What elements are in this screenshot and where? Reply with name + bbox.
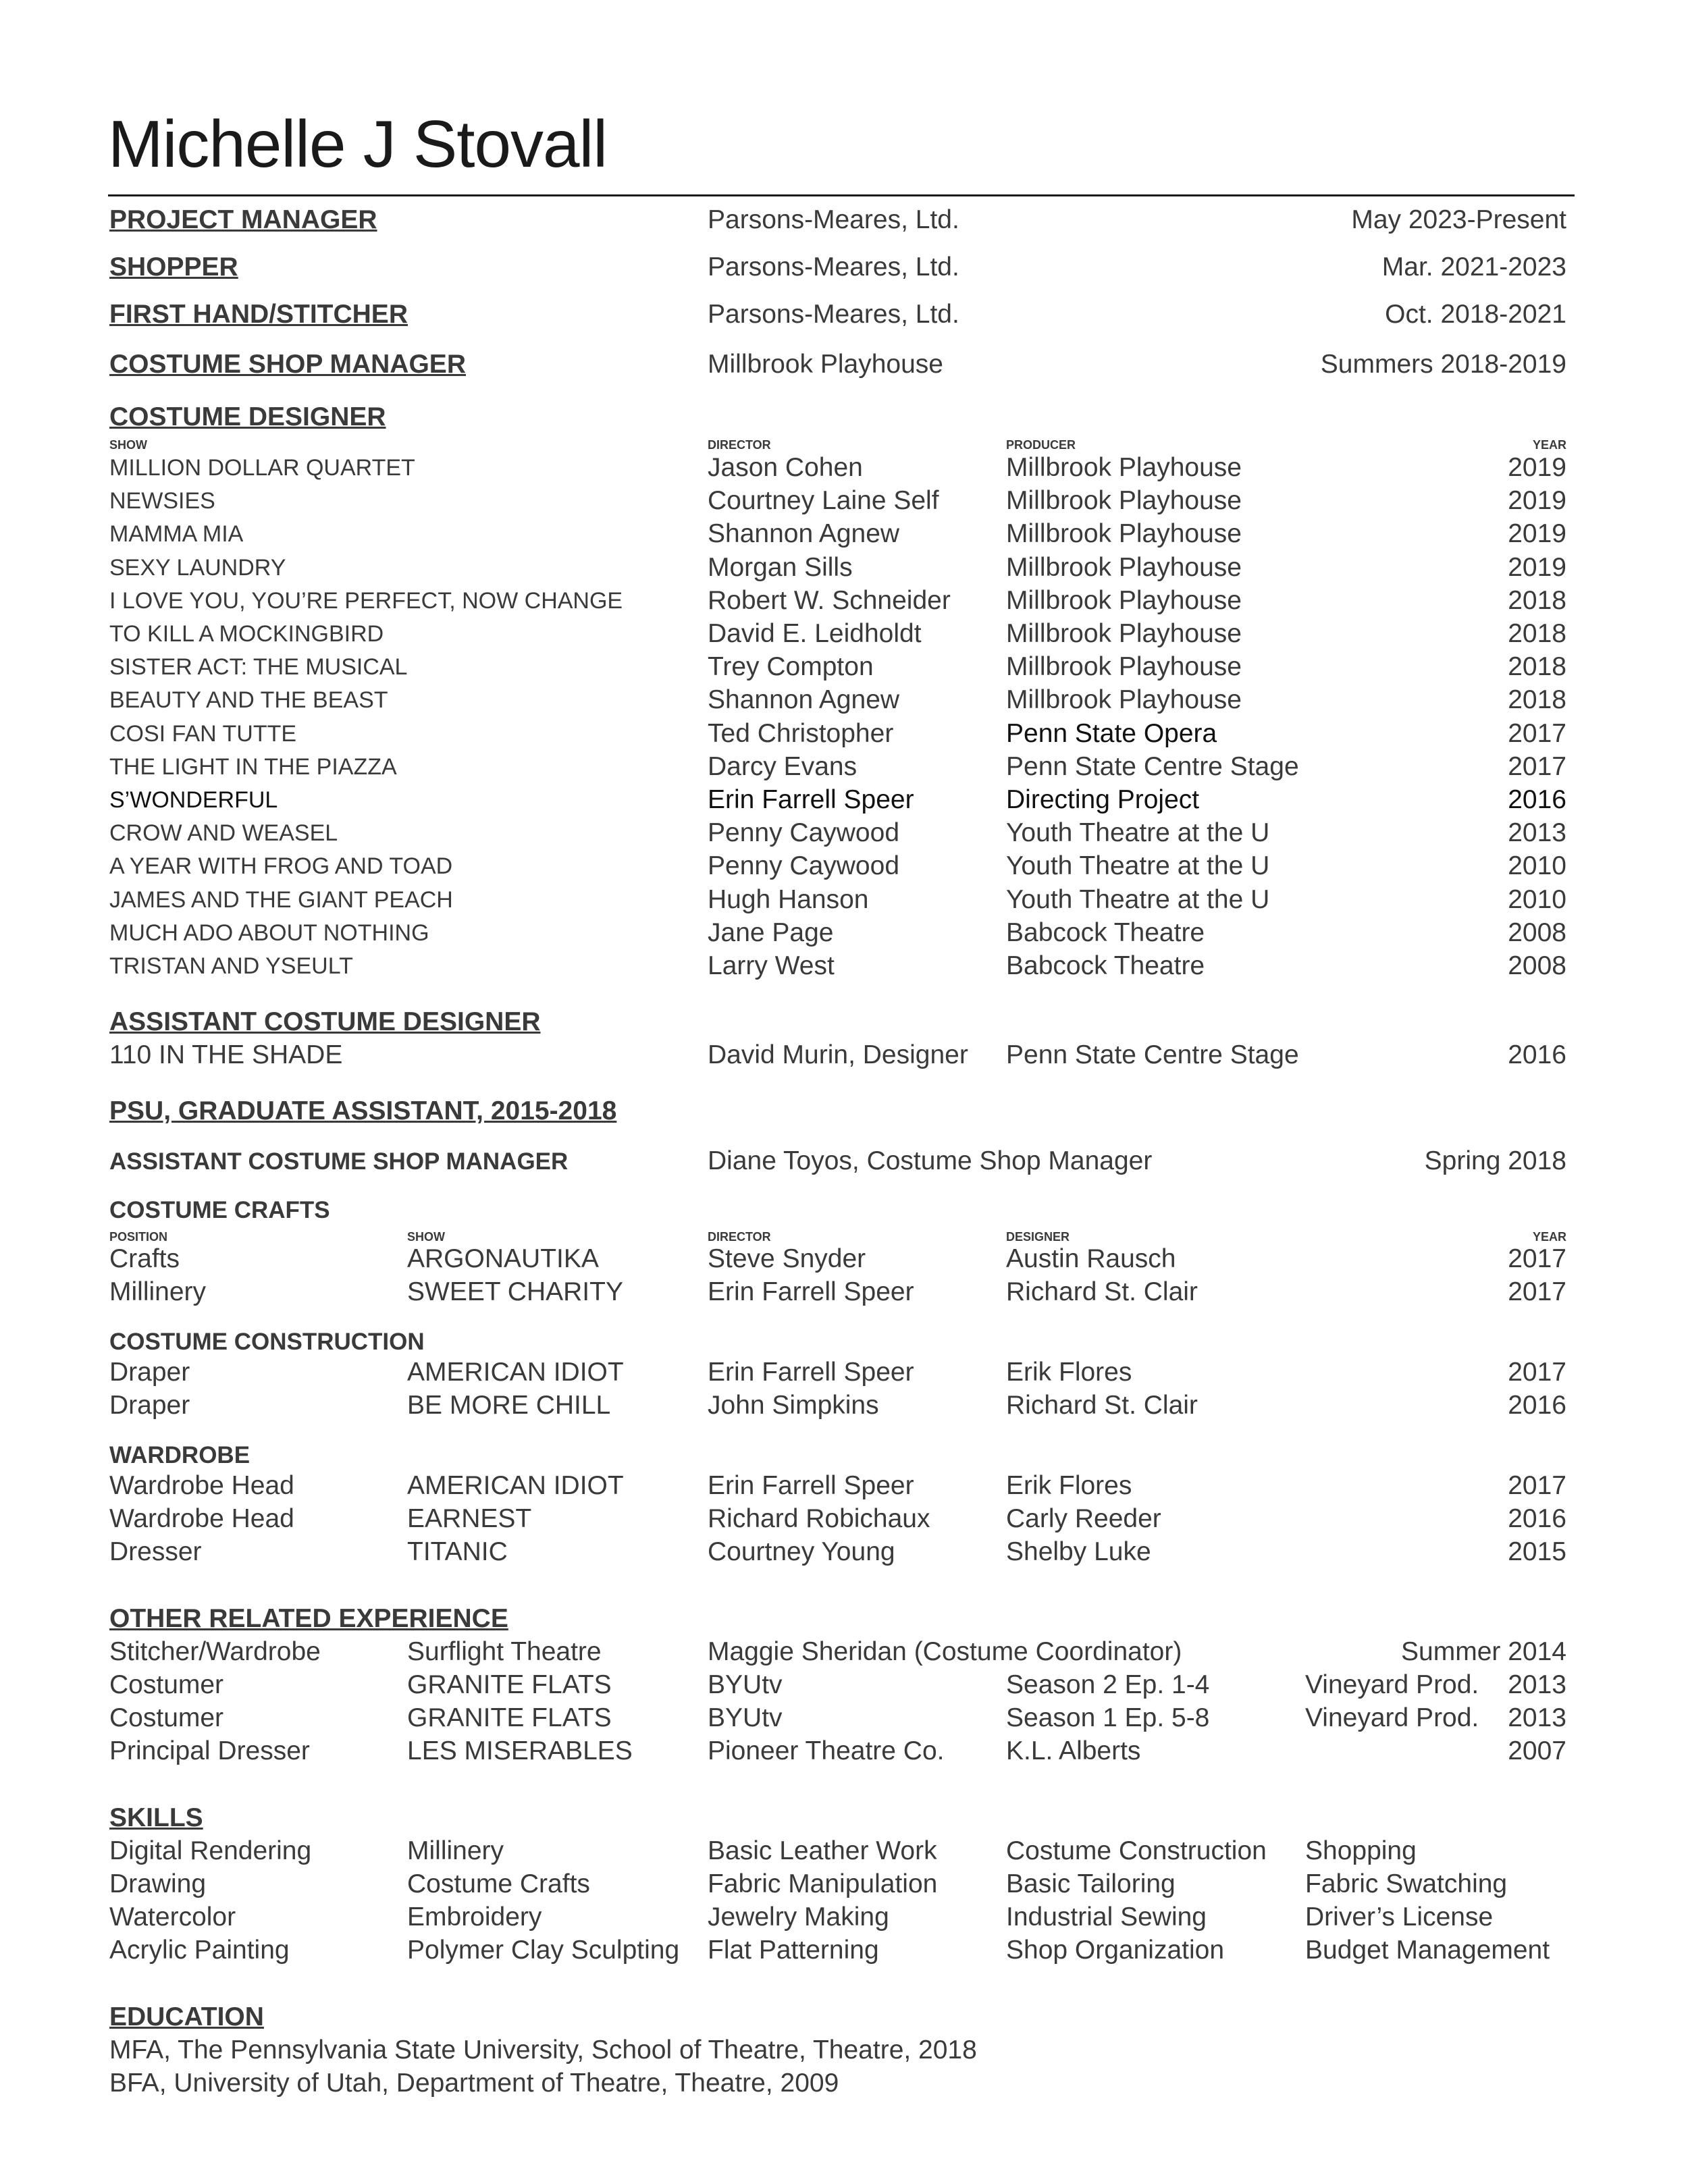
job-employer: Parsons-Meares, Ltd. — [708, 205, 959, 234]
skill-item: Polymer Clay Sculpting — [407, 1936, 680, 1965]
assistant-designer: David Murin, Designer — [708, 1040, 968, 1069]
other-org: Pioneer Theatre Co. — [708, 1736, 945, 1765]
other-detail: Season 2 Ep. 1-4 — [1006, 1670, 1210, 1699]
designer: Shelby Luke — [1006, 1537, 1151, 1566]
shop-manager-supervisor: Diane Toyos, Costume Shop Manager — [708, 1146, 1153, 1175]
show-producer: Millbrook Playhouse — [1006, 652, 1242, 682]
director: Courtney Young — [708, 1537, 895, 1566]
show-producer: Millbrook Playhouse — [1006, 585, 1242, 615]
education-item: BFA, University of Utah, Department of Theatre, Theatre, 2009 — [109, 2069, 839, 2098]
position: Wardrobe Head — [109, 1471, 294, 1500]
show-director: Larry West — [708, 951, 835, 980]
show-year: 2019 — [1508, 453, 1566, 482]
job-title: COSTUME SHOP MANAGER — [109, 350, 466, 379]
skill-item: Basic Leather Work — [708, 1836, 937, 1865]
name-divider — [108, 194, 1575, 196]
show-director: Morgan Sills — [708, 552, 853, 582]
other-venue: GRANITE FLATS — [407, 1703, 612, 1732]
show-year: 2017 — [1508, 751, 1566, 781]
subheading-costume-construction: COSTUME CONSTRUCTION — [109, 1329, 425, 1355]
skill-item: Industrial Sewing — [1006, 1902, 1207, 1932]
show-title: S’WONDERFUL — [109, 787, 278, 813]
other-detail: K.L. Alberts — [1006, 1736, 1141, 1765]
show-director: Shannon Agnew — [708, 685, 900, 715]
education-item: MFA, The Pennsylvania State University, School of Theatre, Theatre, 2018 — [109, 2035, 977, 2065]
skill-item: Digital Rendering — [109, 1836, 312, 1865]
resume-name: Michelle J Stovall — [108, 107, 608, 181]
year: 2016 — [1508, 1391, 1566, 1420]
show-year: 2010 — [1508, 851, 1566, 881]
job-dates: Oct. 2018-2021 — [1385, 300, 1566, 329]
skill-item: Embroidery — [407, 1902, 542, 1932]
director: John Simpkins — [708, 1391, 879, 1420]
other-detail: Season 1 Ep. 5-8 — [1006, 1703, 1210, 1732]
skill-item: Jewelry Making — [708, 1902, 889, 1932]
show-title: CROW AND WEASEL — [109, 820, 338, 847]
column-label-director: DIRECTOR — [708, 438, 771, 452]
show-year: 2018 — [1508, 652, 1566, 682]
show-year: 2018 — [1508, 585, 1566, 615]
show-director: Ted Christopher — [708, 718, 894, 748]
job-title: PROJECT MANAGER — [109, 205, 377, 234]
other-detail: Maggie Sheridan (Costume Coordinator) — [708, 1637, 1182, 1666]
year: 2017 — [1508, 1358, 1566, 1387]
show-director: Penny Caywood — [708, 851, 900, 881]
skill-item: Shop Organization — [1006, 1936, 1225, 1965]
show-producer: Millbrook Playhouse — [1006, 453, 1242, 482]
subheading-costume-crafts: COSTUME CRAFTS — [109, 1197, 330, 1223]
director: Erin Farrell Speer — [708, 1277, 914, 1306]
skill-item: Costume Construction — [1006, 1836, 1267, 1865]
skill-item: Costume Crafts — [407, 1869, 590, 1898]
show: SWEET CHARITY — [407, 1277, 623, 1306]
show-title: BEAUTY AND THE BEAST — [109, 687, 388, 714]
year: 2017 — [1508, 1471, 1566, 1500]
show-director: Erin Farrell Speer — [708, 785, 914, 814]
show-producer: Penn State Centre Stage — [1006, 751, 1299, 781]
show-producer: Millbrook Playhouse — [1006, 519, 1242, 549]
designer: Richard St. Clair — [1006, 1277, 1198, 1306]
show-year: 2016 — [1508, 785, 1566, 814]
show-title: A YEAR WITH FROG AND TOAD — [109, 853, 453, 880]
show-director: Courtney Laine Self — [708, 486, 939, 516]
column-label-position: POSITION — [109, 1230, 168, 1244]
show-director: Jane Page — [708, 917, 834, 947]
other-position: Stitcher/Wardrobe — [109, 1637, 321, 1666]
show: BE MORE CHILL — [407, 1391, 611, 1420]
shop-manager-term: Spring 2018 — [1424, 1146, 1566, 1175]
show-year: 2019 — [1508, 486, 1566, 516]
other-year: 2013 — [1508, 1670, 1566, 1699]
show-title: SEXY LAUNDRY — [109, 554, 286, 581]
other-prod: Vineyard Prod. — [1305, 1670, 1479, 1699]
column-label-director: DIRECTOR — [708, 1230, 771, 1244]
show-director: Shannon Agnew — [708, 519, 900, 549]
job-employer: Parsons-Meares, Ltd. — [708, 300, 959, 329]
show-director: Jason Cohen — [708, 453, 863, 482]
other-org: BYUtv — [708, 1703, 783, 1732]
job-title: FIRST HAND/STITCHER — [109, 300, 408, 329]
skill-item: Acrylic Painting — [109, 1936, 290, 1965]
show-year: 2008 — [1508, 917, 1566, 947]
skill-item: Budget Management — [1305, 1936, 1550, 1965]
designer: Richard St. Clair — [1006, 1391, 1198, 1420]
skill-item: Flat Patterning — [708, 1936, 879, 1965]
column-label-producer: PRODUCER — [1006, 438, 1076, 452]
skill-item: Fabric Swatching — [1305, 1869, 1508, 1898]
show-year: 2018 — [1508, 685, 1566, 715]
show-producer: Youth Theatre at the U — [1006, 884, 1270, 914]
other-org: BYUtv — [708, 1670, 783, 1699]
show-title: I LOVE YOU, YOU’RE PERFECT, NOW CHANGE — [109, 587, 623, 614]
skill-item: Fabric Manipulation — [708, 1869, 938, 1898]
job-employer: Parsons-Meares, Ltd. — [708, 252, 959, 282]
other-venue: GRANITE FLATS — [407, 1670, 612, 1699]
show-producer: Penn State Opera — [1006, 718, 1217, 748]
position: Draper — [109, 1358, 190, 1387]
column-label-show: SHOW — [109, 438, 147, 452]
skill-item: Watercolor — [109, 1902, 236, 1932]
show-title: MUCH ADO ABOUT NOTHING — [109, 920, 429, 946]
other-venue: Surflight Theatre — [407, 1637, 602, 1666]
show-title: TRISTAN AND YSEULT — [109, 953, 353, 979]
designer: Carly Reeder — [1006, 1504, 1161, 1533]
position: Draper — [109, 1391, 190, 1420]
show-producer: Youth Theatre at the U — [1006, 818, 1270, 848]
show-director: Trey Compton — [708, 652, 874, 682]
year: 2015 — [1508, 1537, 1566, 1566]
show-director: Robert W. Schneider — [708, 585, 951, 615]
job-title: SHOPPER — [109, 252, 238, 282]
show-title: TO KILL A MOCKINGBIRD — [109, 621, 384, 647]
show: AMERICAN IDIOT — [407, 1471, 624, 1500]
column-label-year: YEAR — [1532, 438, 1566, 452]
show-title: JAMES AND THE GIANT PEACH — [109, 886, 453, 913]
position: Wardrobe Head — [109, 1504, 294, 1533]
show: TITANIC — [407, 1537, 508, 1566]
show-title: NEWSIES — [109, 488, 215, 514]
show-title: MILLION DOLLAR QUARTET — [109, 455, 415, 481]
job-dates: Mar. 2021-2023 — [1381, 252, 1566, 282]
column-label-show: SHOW — [407, 1230, 445, 1244]
director: Steve Snyder — [708, 1244, 866, 1273]
other-year: 2013 — [1508, 1703, 1566, 1732]
show-producer: Millbrook Playhouse — [1006, 486, 1242, 516]
skill-item: Drawing — [109, 1869, 207, 1898]
show-producer: Babcock Theatre — [1006, 951, 1205, 980]
show-year: 2019 — [1508, 519, 1566, 549]
position: Crafts — [109, 1244, 180, 1273]
show-year: 2018 — [1508, 619, 1566, 648]
show-director: Penny Caywood — [708, 818, 900, 848]
other-position: Costumer — [109, 1670, 224, 1699]
year: 2017 — [1508, 1244, 1566, 1273]
show-year: 2010 — [1508, 884, 1566, 914]
section-heading-psu: PSU, GRADUATE ASSISTANT, 2015-2018 — [109, 1096, 617, 1125]
show-producer: Millbrook Playhouse — [1006, 552, 1242, 582]
show: AMERICAN IDIOT — [407, 1358, 624, 1387]
skill-item: Basic Tailoring — [1006, 1869, 1176, 1898]
column-label-designer: DESIGNER — [1006, 1230, 1070, 1244]
designer: Austin Rausch — [1006, 1244, 1176, 1273]
show: ARGONAUTIKA — [407, 1244, 599, 1273]
show-producer: Millbrook Playhouse — [1006, 685, 1242, 715]
section-heading-assistant-costume-designer: ASSISTANT COSTUME DESIGNER — [109, 1007, 541, 1036]
show-title: THE LIGHT IN THE PIAZZA — [109, 753, 397, 780]
assistant-producer: Penn State Centre Stage — [1006, 1040, 1299, 1069]
shop-manager-title: ASSISTANT COSTUME SHOP MANAGER — [109, 1148, 569, 1175]
skill-item: Millinery — [407, 1836, 504, 1865]
show-director: Hugh Hanson — [708, 884, 869, 914]
show-producer: Millbrook Playhouse — [1006, 619, 1242, 648]
job-dates: May 2023-Present — [1351, 205, 1566, 234]
assistant-show: 110 IN THE SHADE — [109, 1040, 343, 1069]
skill-item: Shopping — [1305, 1836, 1417, 1865]
skill-item: Driver’s License — [1305, 1902, 1494, 1932]
job-employer: Millbrook Playhouse — [708, 350, 944, 379]
section-heading-skills: SKILLS — [109, 1803, 203, 1832]
year: 2017 — [1508, 1277, 1566, 1306]
position: Millinery — [109, 1277, 207, 1306]
show-title: SISTER ACT: THE MUSICAL — [109, 654, 408, 681]
show-producer: Youth Theatre at the U — [1006, 851, 1270, 881]
other-year: Summer 2014 — [1401, 1637, 1566, 1666]
designer: Erik Flores — [1006, 1471, 1132, 1500]
section-heading-costume-designer: COSTUME DESIGNER — [109, 402, 386, 431]
show-year: 2008 — [1508, 951, 1566, 980]
show-director: Darcy Evans — [708, 751, 858, 781]
year: 2016 — [1508, 1504, 1566, 1533]
show-title: MAMMA MIA — [109, 521, 244, 548]
job-dates: Summers 2018-2019 — [1320, 350, 1566, 379]
section-heading-education: EDUCATION — [109, 2002, 264, 2031]
other-prod: Vineyard Prod. — [1305, 1703, 1479, 1732]
subheading-wardrobe: WARDROBE — [109, 1442, 250, 1468]
designer: Erik Flores — [1006, 1358, 1132, 1387]
director: Erin Farrell Speer — [708, 1358, 914, 1387]
show-title: COSI FAN TUTTE — [109, 720, 297, 747]
other-year: 2007 — [1508, 1736, 1566, 1765]
section-heading-other-experience: OTHER RELATED EXPERIENCE — [109, 1604, 508, 1633]
other-position: Principal Dresser — [109, 1736, 310, 1765]
show-year: 2013 — [1508, 818, 1566, 848]
show-year: 2017 — [1508, 718, 1566, 748]
other-position: Costumer — [109, 1703, 224, 1732]
show-producer: Babcock Theatre — [1006, 917, 1205, 947]
show: EARNEST — [407, 1504, 532, 1533]
director: Erin Farrell Speer — [708, 1471, 914, 1500]
director: Richard Robichaux — [708, 1504, 930, 1533]
assistant-year: 2016 — [1508, 1040, 1566, 1069]
show-director: David E. Leidholdt — [708, 619, 922, 648]
column-label-year: YEAR — [1532, 1230, 1566, 1244]
position: Dresser — [109, 1537, 202, 1566]
show-year: 2019 — [1508, 552, 1566, 582]
show-producer: Directing Project — [1006, 785, 1200, 814]
other-venue: LES MISERABLES — [407, 1736, 633, 1765]
